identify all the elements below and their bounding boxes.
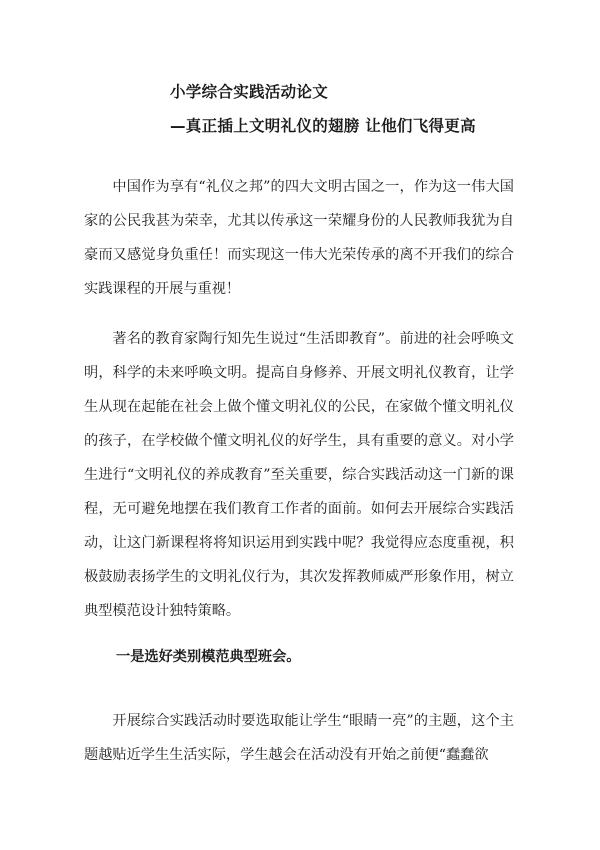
section-paragraph: 开展综合实践活动时要选取能让学生“眼睛一亮”的主题，这个主题越贴近学生生活实际，学生越会在活动没有开始之前便“蠢蠢欲: [84, 713, 514, 763]
paper-title: 小学综合实践活动论文: [170, 83, 329, 101]
body-paragraph: 著名的教育家陶行知先生说过“生活即教育”。前进的社会呼唤文明，科学的未来呼唤文明。提高自身修养、开展文明礼仪教育，让学生从现在起能在社会上做个懂文明礼仪的公民，在家做个懂文明礼仪的孩子，在学校做个懂文明礼仪的好学生，具有重要的意义。对小学生进行“文明礼仪的养成教育”至关重要，综合实践活动这一门新的课程，无可避免地摆在我们教育工作者的面前。如何去开展综合实践活动，让这门新课程将将知识运用到实践中呢？我觉得应态度重视，积极鼓励表扬学生的文明礼仪行为，其次发挥教师威严形象作用，树立典型模范设计独特策略。: [84, 331, 514, 619]
section-heading: 一是选好类别模范典型班会。: [116, 649, 301, 665]
paper-subtitle: —真正插上文明礼仪的翅膀 让他们飞得更高: [170, 117, 476, 135]
intro-paragraph: 中国作为享有“礼仪之邦”的四大文明古国之一，作为这一伟大国家的公民我甚为荣幸，尤其以传承这一荣耀身份的人民教师我犹为自豪而又感觉身负重任！而实现这一伟大光荣传承的离不开我们的综合实践课程的开展与重视！: [84, 179, 514, 297]
